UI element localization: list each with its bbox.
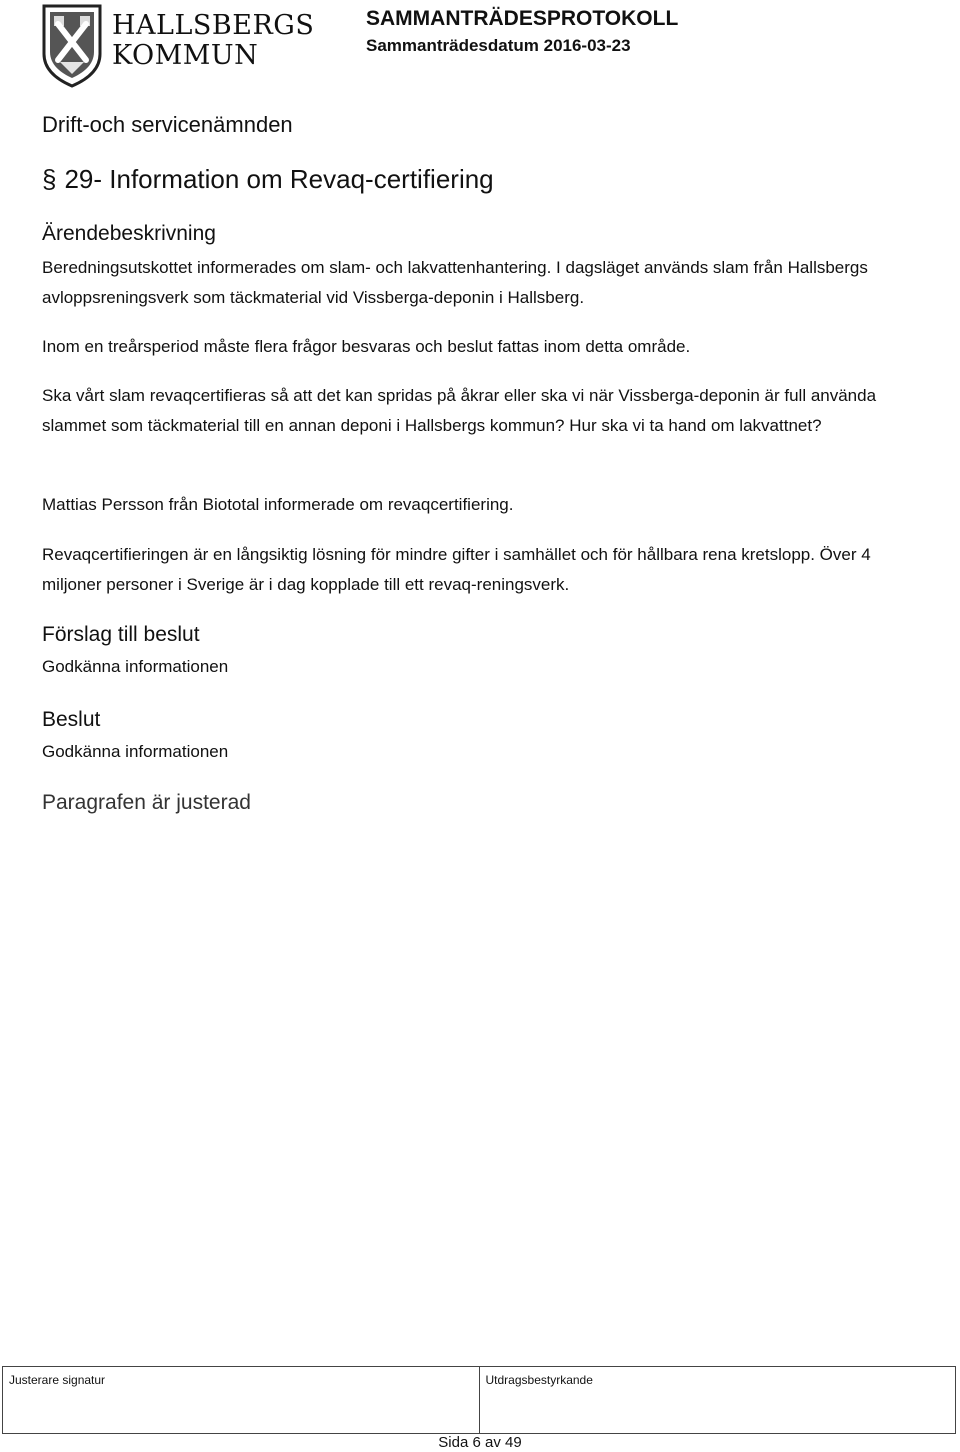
approved-note: Paragrafen är justerad: [42, 791, 251, 814]
description-paragraph-2: Inom en treårsperiod måste flera frågor besvaras och beslut fattas inom detta område.: [42, 337, 691, 356]
description-paragraph-3: Ska vårt slam revaqcertifieras så att det kan spridas på åkrar eller ska vi när Vissberga-deponin är full använda slammet som täckmaterial till en annan deponi i Hallsbergs kommun? Hur ska vi ta hand om lakvattnet?: [42, 386, 877, 435]
signature-cell: [3, 1367, 480, 1433]
description-paragraph-1: Beredningsutskottet informerades om slam- och lakvattenhantering. I dagsläget används slam från Hallsbergs avloppsreningsverk som täckmaterial vid Vissberga-deponin i Hallsberg.: [42, 258, 868, 307]
org-name-line1: HALLSBERGS: [112, 10, 315, 41]
coat-of-arms-icon: [40, 2, 104, 88]
org-name-line2: KOMMUN: [112, 40, 259, 71]
signature-label: Justerare signatur: [9, 1373, 106, 1387]
extract-label: Utdragsbestyrkande: [485, 1373, 593, 1387]
signature-box: [2, 1366, 956, 1434]
description-paragraph-5: Revaqcertifieringen är en långsiktig lösning för mindre gifter i samhället och för hållbara rena kretslopp. Över 4 miljoner personer i Sverige är i dag kopplade till ett revaq-reningsverk.: [42, 545, 871, 594]
meeting-date: Sammanträdesdatum 2016-03-23: [366, 36, 631, 55]
description-heading: Ärendebeskrivning: [42, 222, 216, 245]
document-title: SAMMANTRÄDESPROTOKOLL: [366, 7, 679, 30]
decision-heading: Beslut: [42, 708, 101, 731]
paragraph-heading: [42, 164, 494, 195]
decision-text: Godkänna informationen: [42, 742, 229, 761]
committee-name: Drift-och servicenämnden: [42, 112, 293, 137]
page-number: Sida 6 av 49: [438, 1434, 522, 1451]
municipality-logo: [40, 2, 315, 90]
proposal-heading: Förslag till beslut: [42, 623, 200, 646]
paragraph-title: 29- Information om Revaq-certifiering: [64, 164, 494, 194]
section-symbol: §: [42, 164, 57, 194]
description-paragraph-4: Mattias Persson från Biototal informerade om revaqcertifiering.: [42, 495, 514, 514]
proposal-text: Godkänna informationen: [42, 657, 229, 676]
extract-cell: [480, 1367, 956, 1433]
